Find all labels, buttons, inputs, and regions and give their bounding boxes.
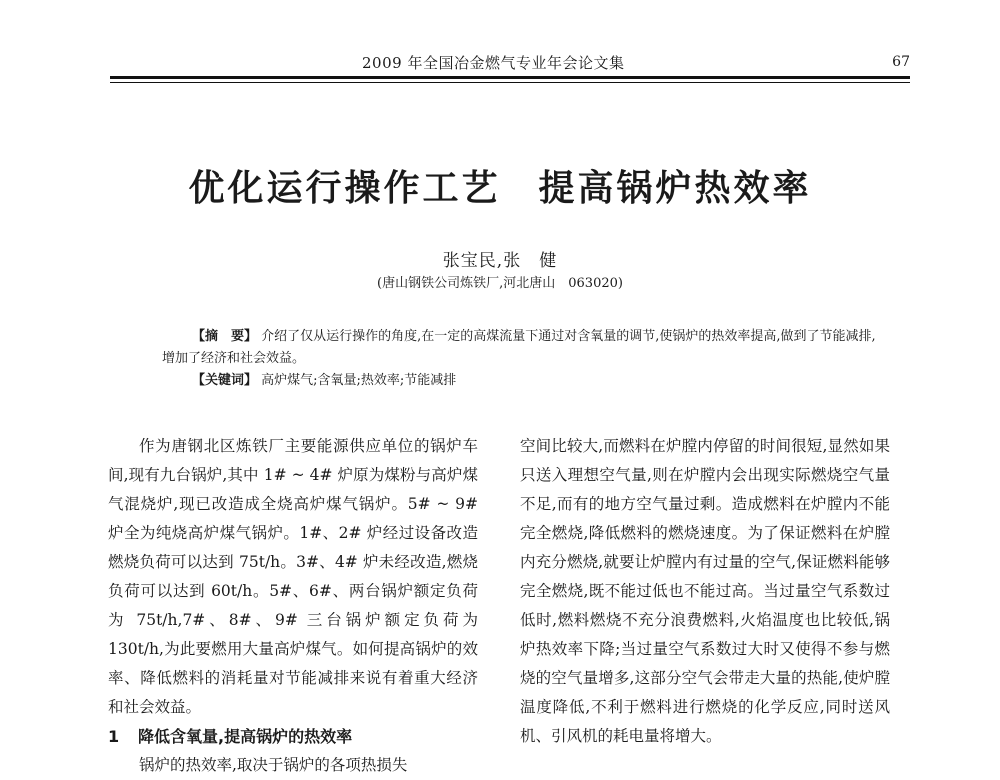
section-paragraph: 锅炉的热效率,取决于锅炉的各项热损失 xyxy=(139,756,408,774)
running-head xyxy=(110,52,910,76)
header-rule-thick xyxy=(110,76,910,79)
body-column-left xyxy=(108,432,478,780)
body-column-right xyxy=(520,432,890,751)
abstract xyxy=(162,326,882,370)
section-number: 1 xyxy=(108,727,120,746)
header-rule-thin xyxy=(110,82,910,83)
keywords-label: 【关键词】 xyxy=(192,373,258,388)
right-paragraph: 空间比较大,而燃料在炉膛内停留的时间很短,显然如果只送入理想空气量,则在炉膛内会出现实际燃烧空气量不足,而有的地方空气量过剩。造成燃料在炉膛内不能完全燃烧,降低燃料的燃烧速度。为了保证燃料在炉膛内充分燃烧,就要让炉膛内有过量的空气,保证燃料能够完全燃烧,既不能过低也不能过高。当过量空气系数过低时,燃料燃烧不充分浪费燃料,火焰温度也比较低,锅炉热效率下降;当过量空气系数过大时又使得不参与燃烧的空气量增多,这部分空气会带走大量的热能,使炉膛温度降低,不利于燃料进行燃烧的化学反应,同时送风机、引风机的耗电量将增大。 xyxy=(520,437,890,745)
journal-title: 2009 年全国冶金燃气专业年会论文集 xyxy=(362,54,625,72)
abstract-block xyxy=(162,326,882,392)
page-number: 67 xyxy=(892,54,910,70)
intro-paragraph: 作为唐钢北区炼铁厂主要能源供应单位的锅炉车间,现有九台锅炉,其中 1# ~ 4# 炉原为煤粉与高炉煤气混烧炉,现已改造成全烧高炉煤气锅炉。5# ~ 9# 炉全为纯烧高炉煤气锅炉。1#、2# 炉经过设备改造燃烧负荷可以达到 75t/h。3#、4# 炉未经改造,燃烧负荷可以达到 60t/h。5#、6#、两台锅炉额定负荷为 75t/h,7#、8#、9# 三台锅炉额定负荷为 130t/h,为此要燃用大量高炉煤气。如何提高锅炉的效率、降低燃料的消耗量对节能减排来说有着重大经济和社会效益。 xyxy=(108,437,478,716)
authors: 张宝民,张 健 xyxy=(442,251,558,271)
paper-title-part2: 提高锅炉热效率 xyxy=(538,167,812,209)
section-title: 降低含氧量,提高锅炉的热效率 xyxy=(138,727,353,746)
section-heading xyxy=(108,722,478,751)
keywords xyxy=(162,370,882,392)
abstract-label: 【摘 要】 xyxy=(192,329,258,344)
abstract-text: 介绍了仅从运行操作的角度,在一定的高煤流量下通过对含氧量的调节,使锅炉的热效率提高,做到了节能减排,增加了经济和社会效益。 xyxy=(162,329,876,366)
paper-title xyxy=(0,160,1000,211)
affiliation: (唐山钢铁公司炼铁厂,河北唐山 063020) xyxy=(377,276,623,291)
paper-title-part1: 优化运行操作工艺 xyxy=(188,167,501,209)
keywords-text: 高炉煤气;含氧量;热效率;节能减排 xyxy=(261,373,457,388)
